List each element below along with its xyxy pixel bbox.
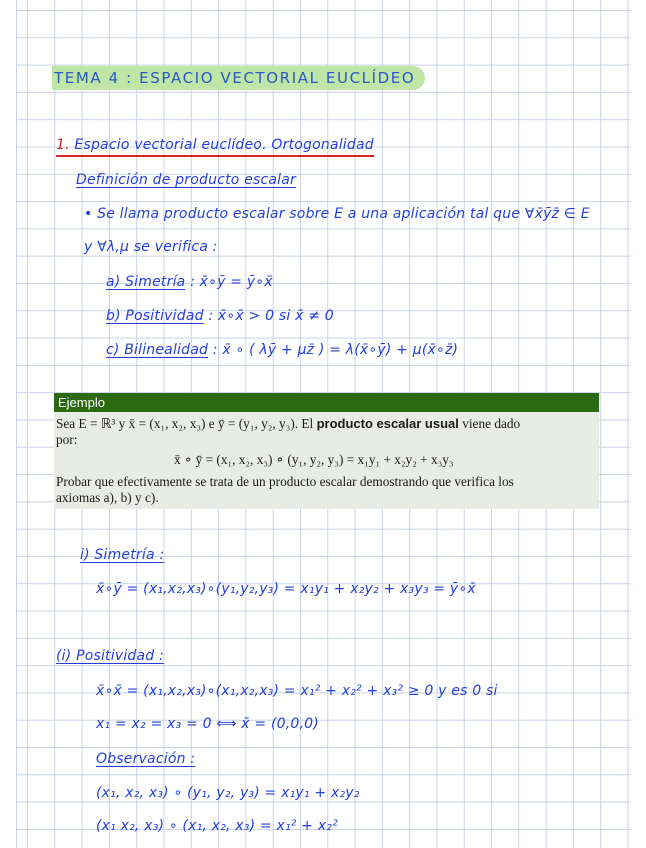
page-title: TEMA 4 : ESPACIO VECTORIAL EUCLÍDEO (52, 66, 425, 90)
section-number: 1. (56, 137, 70, 153)
section-title: Espacio vectorial euclídeo. Ortogonalidad (74, 137, 374, 153)
example-line-1-text: Sea E = ℝ³ y x̄ = (x₁, x₂, x₃) e ȳ = (y₁, y₂, y₃). El (56, 416, 314, 431)
axiom-bilinearity-formula: : x̄ ∘ ( λȳ + μz̄ ) = λ(x̄∘ȳ) + μ(x̄∘z̄) (212, 342, 459, 358)
example-formula: x̄ ∘ ȳ = (x₁, x₂, x₃) ∘ (y₁, y₂, y₃) = x₁y₁ + x₂y₂ + x₃y₃ (174, 452, 454, 467)
example-box (54, 393, 599, 509)
example-line-1-end: viene dado (462, 416, 521, 431)
proof-symmetry-formula: x̄∘ȳ = (x₁,x₂,x₃)∘(y₁,y₂,y₃) = x₁y₁ + x₂y₂ + x₃y₃ = ȳ∘x̄ (96, 581, 476, 597)
definition-heading: Definición de producto escalar (76, 172, 296, 188)
observation-formula-2: (x₁ x₂, x₃) ∘ (x₁, x₂, x₃) = x₁² + x₂² (96, 818, 338, 834)
axiom-symmetry-formula: : x̄∘ȳ = ȳ∘x̄ (190, 274, 273, 290)
axiom-positivity-formula: : x̄∘x̄ > 0 si x̄ ≠ 0 (208, 308, 334, 324)
proof-positivity-formula-1: x̄∘x̄ = (x₁,x₂,x₃)∘(x₁,x₂,x₃) = x₁² + x₂² + x₃² ≥ 0 y es 0 si (96, 683, 498, 699)
proof-positivity-formula-2: x₁ = x₂ = x₃ = 0 ⟺ x̄ = (0,0,0) (96, 716, 319, 732)
example-line-4: axiomas a), b) y c). (56, 490, 159, 505)
example-line-3: Probar que efectivamente se trata de un producto escalar demostrando que verifica los (56, 474, 514, 489)
definition-text-line-2: y ∀λ,μ se verifica : (84, 239, 218, 255)
example-line-1 (56, 416, 520, 432)
axiom-symmetry (106, 274, 273, 290)
proof-positivity-label-text: (i) Positividad : (56, 648, 164, 664)
proof-symmetry-label (80, 547, 164, 563)
axiom-bilinearity-label: c) Bilinealidad (106, 342, 209, 358)
axiom-bilinearity (106, 342, 458, 358)
example-line-2: por: (56, 432, 78, 447)
axiom-positivity-label: b) Positividad (106, 308, 204, 324)
proof-positivity-label (56, 648, 164, 664)
section-heading (56, 137, 374, 153)
example-line-1-bold: producto escalar usual (316, 416, 459, 431)
axiom-positivity (106, 308, 334, 324)
definition-text-line-1: • Se llama producto escalar sobre E a una aplicación tal que ∀x̄ȳz̄ ∈ E (84, 206, 590, 222)
observation-formula-1: (x₁, x₂, x₃) ∘ (y₁, y₂, y₃) = x₁y₁ + x₂y₂ (96, 785, 360, 801)
axiom-symmetry-label: a) Simetría (106, 274, 186, 290)
proof-symmetry-label-text: i) Simetría : (80, 547, 165, 563)
example-header: Ejemplo (54, 393, 599, 412)
observation-label: Observación : (96, 751, 196, 767)
